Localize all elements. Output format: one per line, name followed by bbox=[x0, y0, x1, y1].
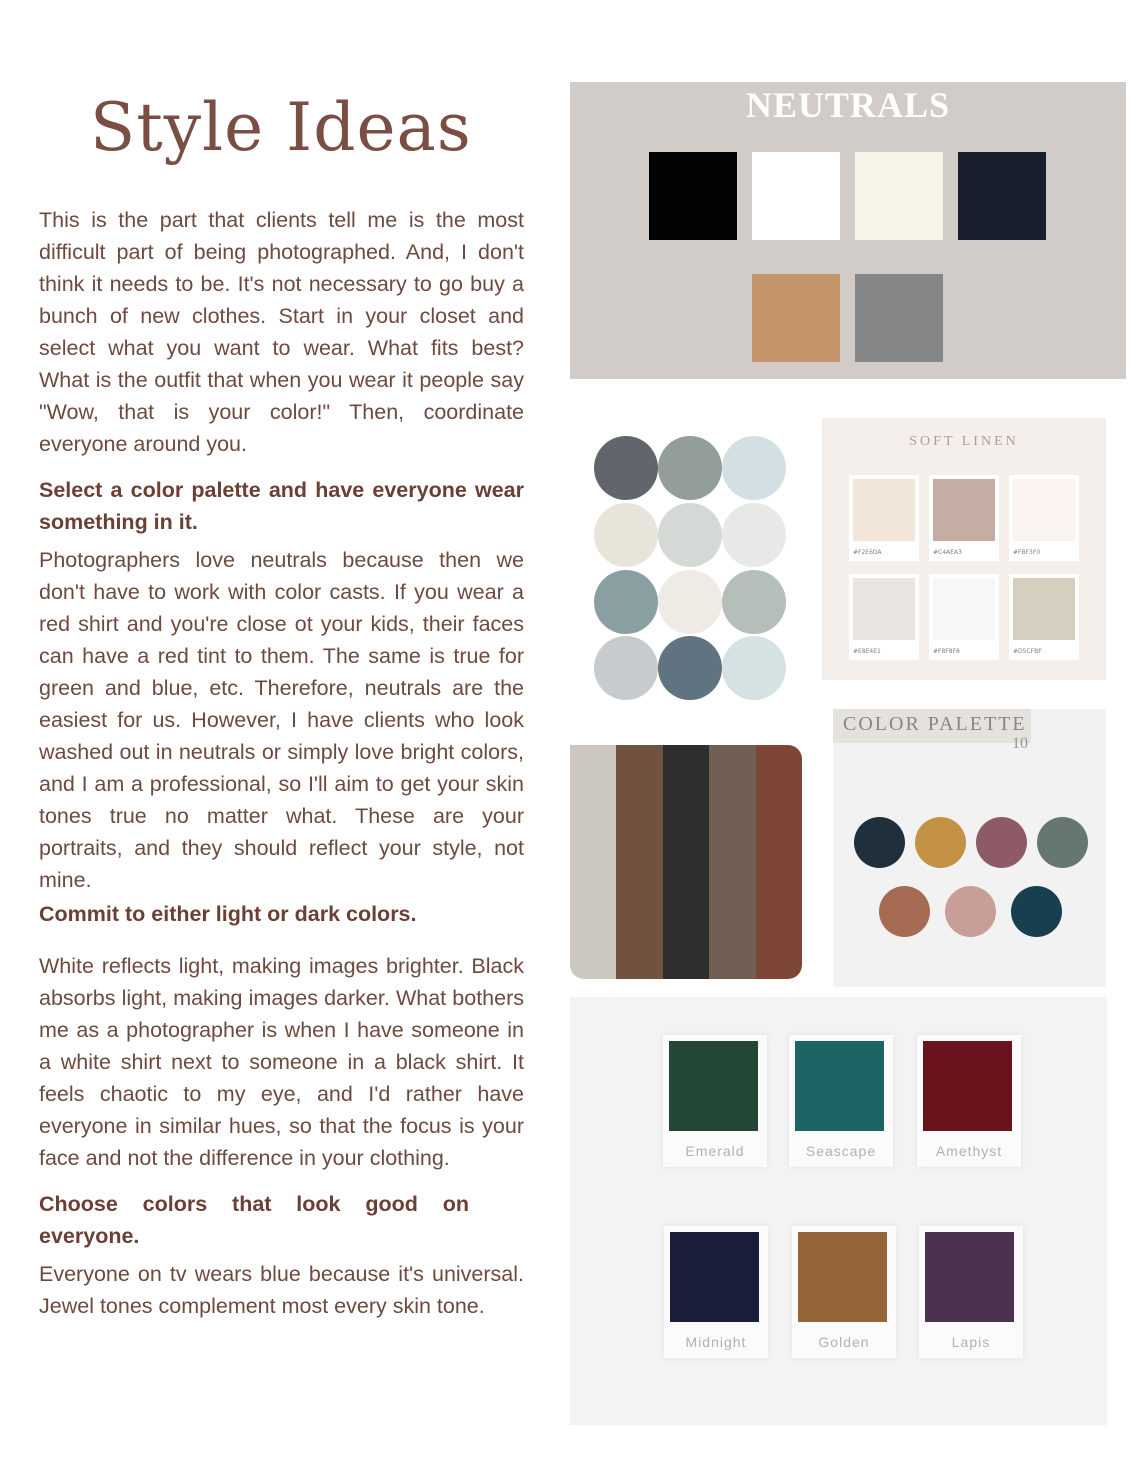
neutral-swatch bbox=[958, 152, 1046, 240]
jewel-label: Midnight bbox=[685, 1334, 747, 1350]
palette-dot bbox=[594, 570, 658, 634]
body-text bbox=[39, 204, 524, 1331]
neutrals-paragraph: Photographers love neutrals because then we don't have to work with color casts. If you wear a red shirt and you're close ot your kids, their faces can have a red tint to them. The same is true for green and blue, etc. Therefore, neutrals are the easiest for us. However, I have clients who look washed out in neutrals or simply love bright colors, and I am a professional, so I'll aim to get your skin tones true no matter what. These are your portraits, and they should reflect your style, not mine. bbox=[39, 548, 524, 892]
linen-code: #F8F8F8 bbox=[933, 648, 960, 655]
jewel-card bbox=[789, 1035, 893, 1167]
neutral-swatch bbox=[649, 152, 737, 240]
heading-light-dark: Commit to either light or dark colors. bbox=[39, 902, 417, 926]
linen-card bbox=[1009, 475, 1079, 561]
palette-dot bbox=[945, 886, 996, 937]
palette-dot bbox=[1011, 886, 1062, 937]
stripe-palette bbox=[570, 745, 802, 979]
linen-code: #FBF3F0 bbox=[1013, 549, 1041, 556]
palette-dot bbox=[722, 636, 786, 700]
palette-dot bbox=[658, 436, 722, 500]
jewel-swatch bbox=[670, 1232, 759, 1322]
linen-swatch bbox=[853, 578, 915, 640]
stripe-swatch bbox=[663, 745, 709, 979]
color-palette-label: COLOR PALETTE bbox=[833, 709, 1031, 743]
palette-dot bbox=[594, 636, 658, 700]
palette-dot bbox=[658, 503, 722, 567]
linen-card bbox=[1009, 574, 1079, 660]
jewel-card bbox=[917, 1035, 1021, 1167]
linen-swatch bbox=[933, 479, 995, 541]
jewel-swatch bbox=[795, 1041, 884, 1131]
jewel-label: Amethyst bbox=[935, 1143, 1003, 1159]
linen-swatch bbox=[1013, 578, 1075, 640]
linen-card bbox=[849, 574, 919, 660]
jewel-swatch bbox=[925, 1232, 1014, 1322]
jewel-paragraph: Everyone on tv wears blue because it's universal. Jewel tones complement most every skin tone. bbox=[39, 1262, 524, 1318]
soft-linen-panel bbox=[822, 418, 1106, 680]
neutrals-title: NEUTRALS bbox=[745, 85, 951, 125]
palette-dot bbox=[976, 817, 1027, 868]
stripe-swatch bbox=[616, 745, 662, 979]
jewel-label: Emerald bbox=[685, 1143, 745, 1159]
jewel-card bbox=[919, 1226, 1023, 1358]
jewel-card bbox=[792, 1226, 896, 1358]
palette-dot bbox=[722, 570, 786, 634]
neutral-swatch bbox=[855, 152, 943, 240]
light-dark-paragraph: White reflects light, making images brighter. Black absorbs light, making images darker. What bothers me as a photographer is when I have someone in a white shirt next to someone in a black shirt. It feels chaotic to my eye, and I'd rather have everyone in similar hues, so that the focus is your face and not the difference in your clothing. bbox=[39, 954, 524, 1170]
palette-dot bbox=[594, 436, 658, 500]
palette-dot bbox=[722, 436, 786, 500]
palette-dot bbox=[658, 570, 722, 634]
circle-palette bbox=[583, 430, 788, 705]
jewel-label: Lapis bbox=[951, 1334, 991, 1350]
linen-card bbox=[849, 475, 919, 561]
jewel-card bbox=[663, 1035, 767, 1167]
linen-code: #F2E6DA bbox=[853, 549, 882, 556]
stripe-swatch bbox=[756, 745, 802, 979]
palette-dot bbox=[722, 503, 786, 567]
neutral-swatch bbox=[752, 152, 840, 240]
neutral-swatch bbox=[752, 274, 840, 362]
neutral-swatch bbox=[855, 274, 943, 362]
linen-card bbox=[929, 475, 999, 561]
page-title: Style Ideas bbox=[90, 89, 472, 166]
neutrals-panel bbox=[570, 82, 1126, 379]
palette-dot bbox=[1037, 817, 1088, 868]
color-palette-number: 10 bbox=[1012, 735, 1028, 752]
linen-code: #D5CFBF bbox=[1013, 648, 1042, 655]
stripe-swatch bbox=[570, 745, 616, 979]
jewel-label: Golden bbox=[818, 1334, 870, 1350]
palette-dot bbox=[854, 817, 905, 868]
jewel-swatch bbox=[923, 1041, 1012, 1131]
palette-dot bbox=[658, 636, 722, 700]
palette-dot bbox=[879, 886, 930, 937]
jewel-swatch bbox=[798, 1232, 887, 1322]
palette-dot bbox=[915, 817, 966, 868]
linen-card bbox=[929, 574, 999, 660]
heading-jewel-tones: Choose colors that look good on everyone. bbox=[39, 1192, 469, 1248]
jewel-card bbox=[664, 1226, 768, 1358]
color-palette-10-panel bbox=[833, 709, 1106, 987]
linen-swatch bbox=[1013, 479, 1075, 541]
linen-code: #C4AEA3 bbox=[933, 549, 962, 556]
jewel-tones-panel bbox=[570, 997, 1107, 1425]
palette-dot bbox=[594, 503, 658, 567]
intro-paragraph: This is the part that clients tell me is the most difficult part of being photographed. And, I don't think it needs to be. It's not necessary to go buy a bunch of new clothes. Start in your closet and select what you want to wear. What fits best? What is the outfit that when you wear it people say "Wow, that is your color!" Then, coordinate everyone around you. bbox=[39, 208, 524, 456]
jewel-label: Seascape bbox=[805, 1143, 877, 1159]
soft-linen-title: SOFT LINEN bbox=[909, 434, 1019, 449]
linen-code: #E8E4E1 bbox=[853, 648, 881, 655]
linen-swatch bbox=[933, 578, 995, 640]
heading-color-palette: Select a color palette and have everyone wear something in it. bbox=[39, 478, 524, 534]
jewel-swatch bbox=[669, 1041, 758, 1131]
linen-swatch bbox=[853, 479, 915, 541]
stripe-swatch bbox=[709, 745, 755, 979]
